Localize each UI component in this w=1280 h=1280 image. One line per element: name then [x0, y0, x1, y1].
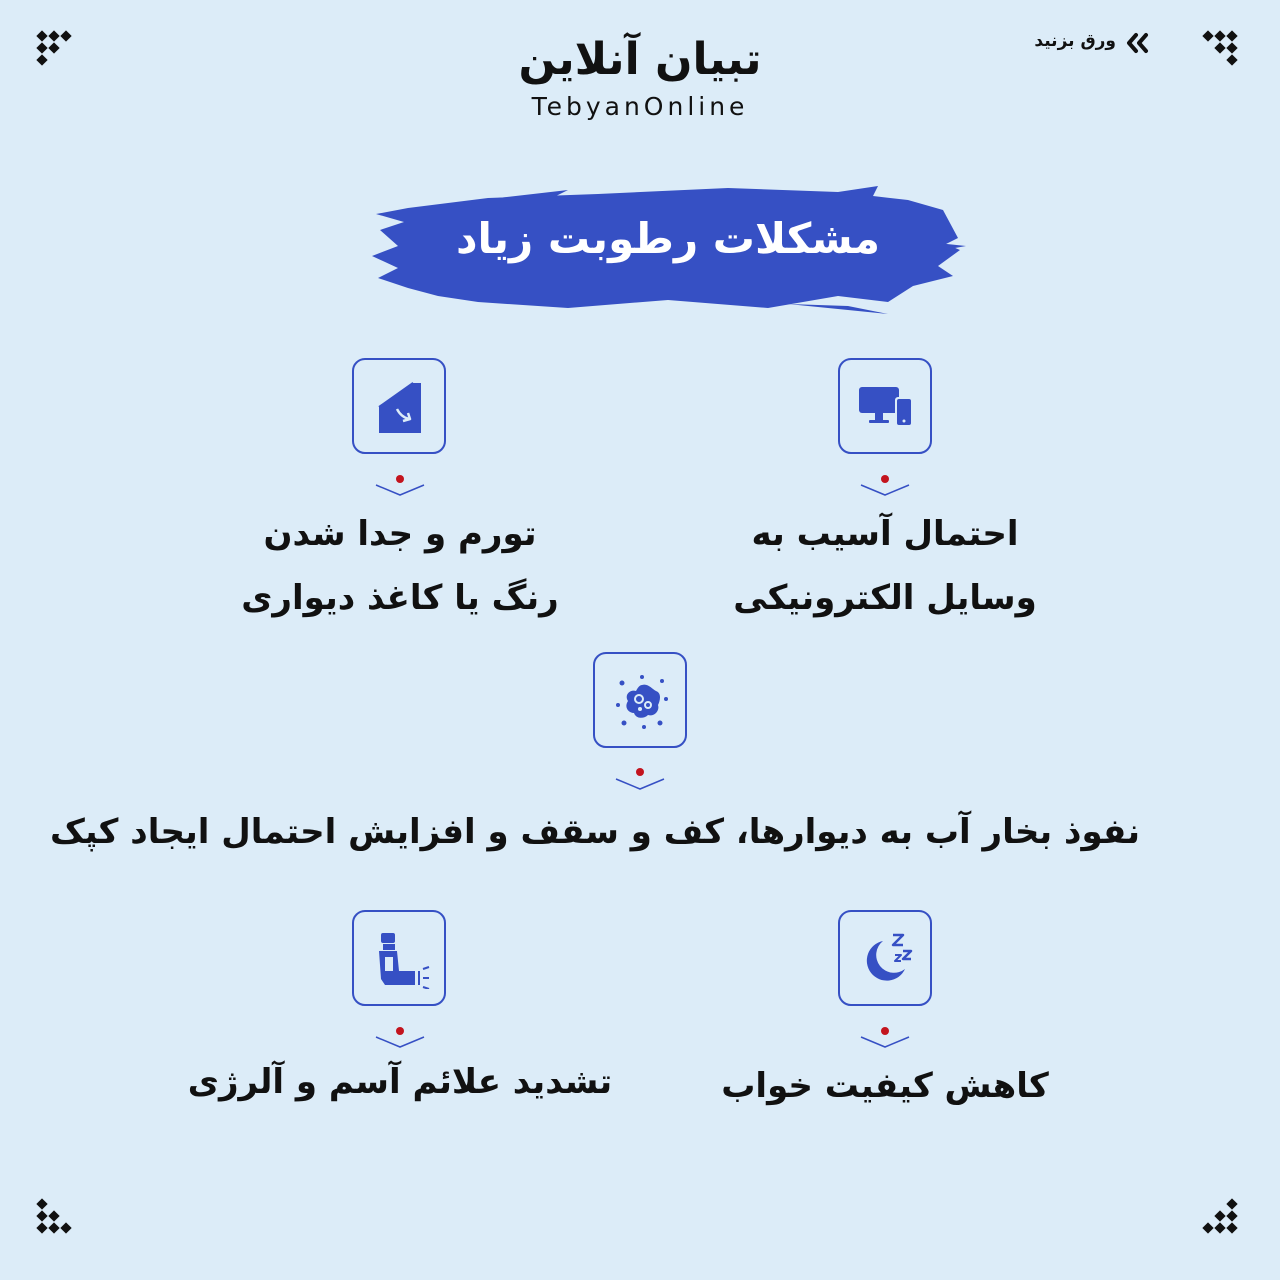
inhaler-icon — [371, 929, 431, 989]
bullet-dot — [636, 768, 644, 776]
brand-logo-persian: تبیان آنلاین — [518, 34, 762, 85]
icon-card-sleep — [838, 910, 932, 1006]
chevron-down-icon — [614, 777, 666, 791]
item-caption-sleep: کاهش کیفیت خواب — [721, 1066, 1049, 1106]
brand-logo-latin: TebyanOnline — [531, 92, 749, 121]
icon-card-mold — [593, 652, 687, 748]
item-caption-electronics: احتمال آسیب به وسایل الکترونیکی — [733, 514, 1037, 618]
icon-card-wallpaper — [352, 358, 446, 454]
item-caption-mold: نفوذ بخار آب به دیوارها، کف و سقف و افزایش احتمال ایجاد کپک — [49, 812, 1140, 852]
swipe-hint[interactable] — [1020, 29, 1150, 59]
bullet-dot — [881, 475, 889, 483]
icon-card-inhaler — [352, 910, 446, 1006]
corner-pattern-bottom-right — [1202, 1198, 1246, 1242]
electronic-devices-icon — [857, 377, 917, 437]
bullet-dot — [396, 1027, 404, 1035]
peeling-wallpaper-icon — [371, 377, 431, 437]
chevron-down-icon — [374, 1035, 426, 1049]
bullet-dot — [881, 1027, 889, 1035]
chevron-down-icon — [859, 1035, 911, 1049]
corner-pattern-bottom-left — [36, 1198, 80, 1242]
page-title: مشکلات رطوبت زیاد — [455, 214, 881, 263]
swipe-hint-label: ورق بزنید — [1034, 31, 1116, 51]
item-caption-wallpaper: تورم و جدا شدن رنگ یا کاغذ دیواری — [241, 514, 559, 618]
chevron-down-icon — [859, 483, 911, 497]
chevron-down-icon — [374, 483, 426, 497]
moon-sleep-icon — [857, 929, 917, 989]
bullet-dot — [396, 475, 404, 483]
icon-card-electronics — [838, 358, 932, 454]
double-chevron-left-icon — [1124, 32, 1150, 54]
item-caption-asthma: تشدید علائم آسم و آلرژی — [187, 1062, 613, 1102]
mold-spore-icon — [612, 671, 672, 731]
